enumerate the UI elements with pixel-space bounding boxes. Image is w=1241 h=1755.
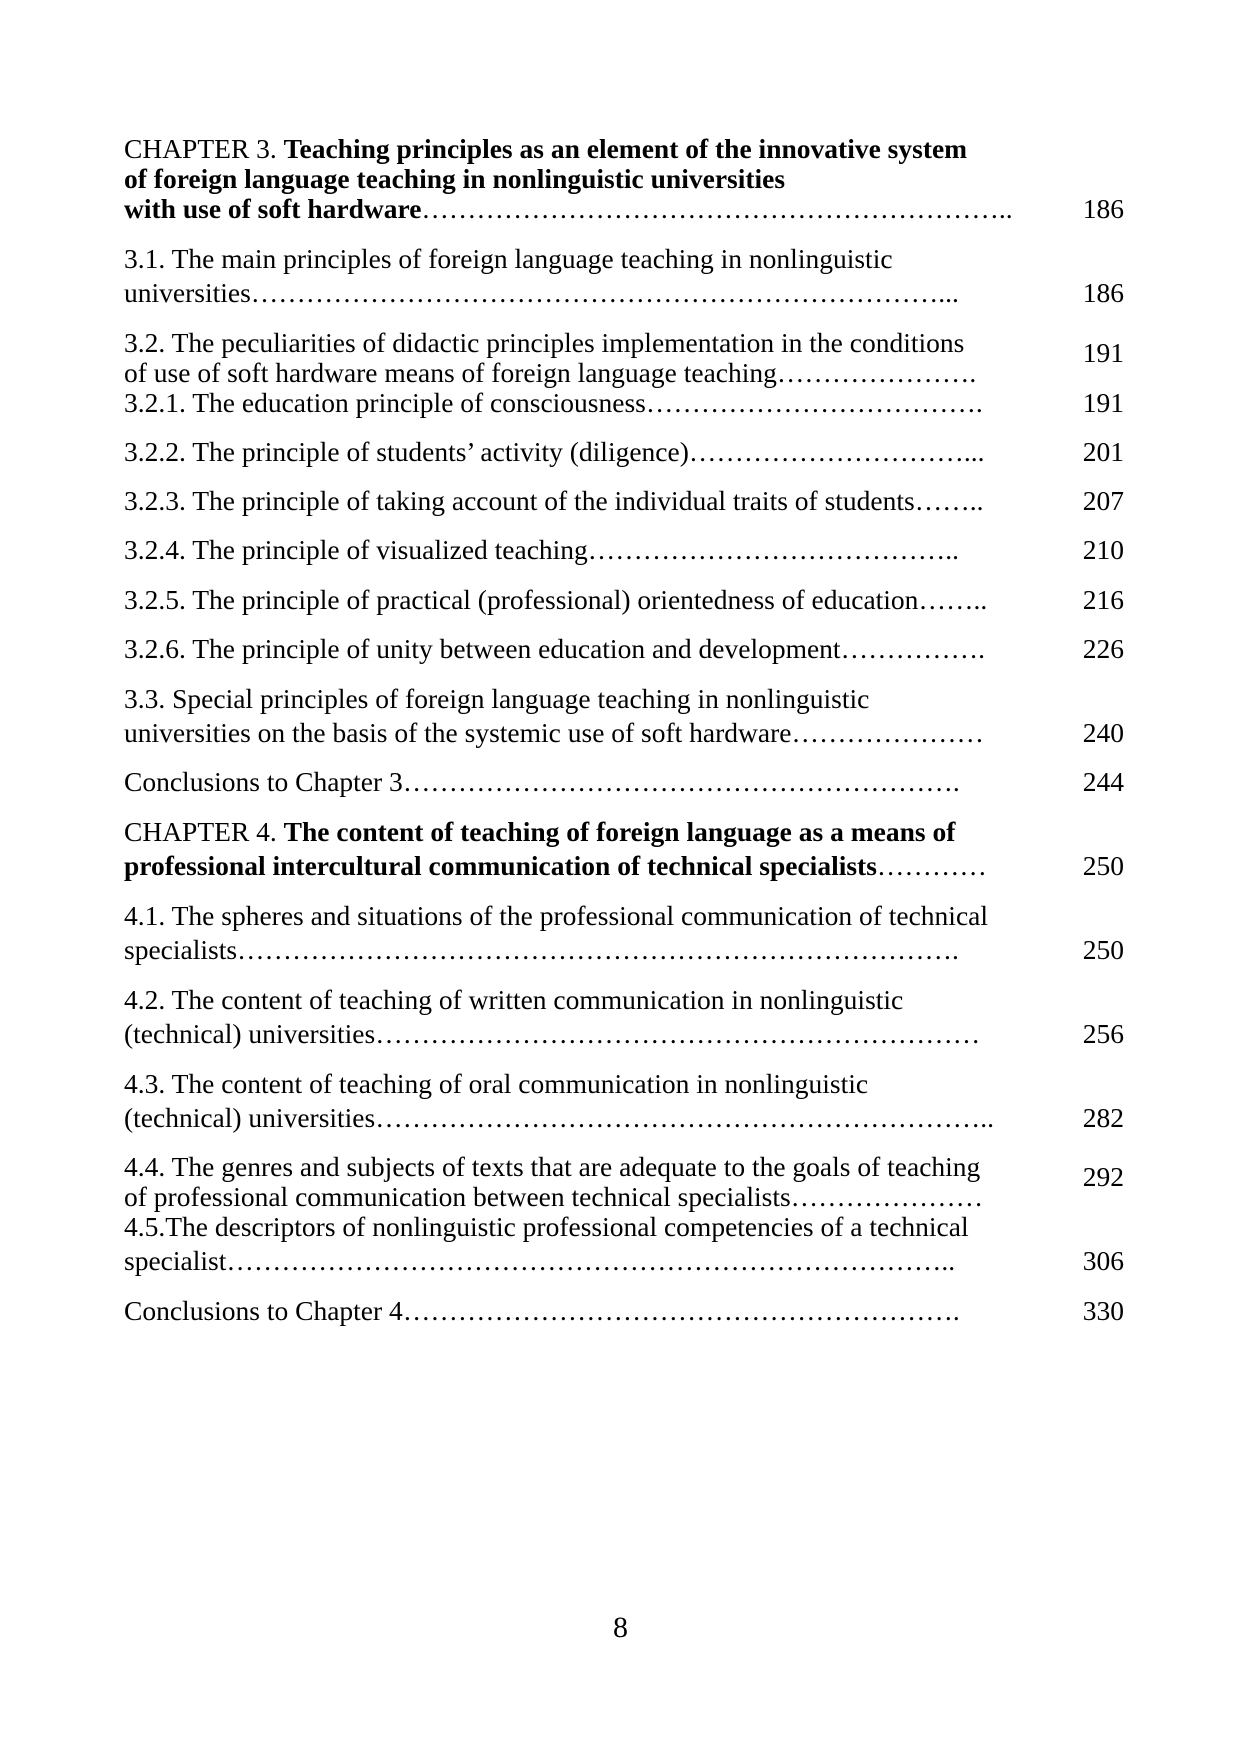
toc-entry-line [124,1180,983,1214]
toc-leader-dots: ………………………………………………………… [375,1018,981,1049]
toc-page-number: 226 [1082,633,1124,664]
toc-page-number: 207 [1082,485,1124,516]
toc-entry-line [124,435,985,469]
toc-entry-line [124,716,984,750]
toc-leader-dots: ………………………………………………………….. [375,1102,994,1133]
toc-leader-dots: …….. [918,584,988,615]
toc-entry-line [124,1210,969,1244]
toc-leader-dots: ……………. [840,633,985,664]
toc-leader-dots: ……………………………………………………………………. [237,934,959,965]
toc-entry-text: specialists [124,934,238,965]
toc-leader-dots: ………………… [790,1181,984,1212]
toc-entry-text: Conclusions to Chapter 4 [124,1295,403,1326]
toc-leader-dots: …….. [914,485,984,516]
toc-leader-dots: ………………………………. [645,387,983,418]
toc-page-number: 250 [1082,934,1124,965]
toc-leader-dots: ………… [876,850,987,881]
toc-entry-text: 4.2. The content of teaching of written communication in nonlinguistic [124,984,904,1015]
toc-entry-title-bold: Teaching principles as an element of the innovative system [283,133,968,164]
page-number: 8 [613,1611,628,1644]
toc-entry-line [124,484,983,518]
toc-page-number: 282 [1082,1102,1124,1133]
toc-entry-line [124,632,985,666]
toc-page-number: 216 [1082,584,1124,615]
toc-entry-line [124,583,987,617]
toc-entry-line [124,1294,960,1328]
toc-entry-line [124,356,976,390]
toc-entry-text: (technical) universities [124,1018,376,1049]
toc-page-number: 191 [1082,387,1124,418]
toc-entry-line [124,983,903,1017]
toc-leader-dots: …………………. [776,357,977,388]
toc-entry-text: CHAPTER 3. [124,133,284,164]
toc-page-number: 306 [1082,1245,1124,1276]
toc-entry-line [124,276,959,310]
toc-entry-text: 3.2.3. The principle of taking account of the individual traits of students [124,485,915,516]
toc-entry-line [124,899,988,933]
toc-page-number: 250 [1082,850,1124,881]
toc-page-number: 256 [1082,1018,1124,1049]
toc-entry-line [124,192,1013,226]
toc-page-number: 244 [1082,766,1124,797]
toc-entry-line [124,533,959,567]
toc-entry-line [124,1067,868,1101]
toc-entry-text: 3.2.5. The principle of practical (professional) orientedness of education [124,584,919,615]
toc-leader-dots: …………………………………………………………………... [250,277,959,308]
toc-page-number: 240 [1082,717,1124,748]
toc-leader-dots: ………………………………….. [587,534,960,565]
toc-entry-line [124,162,785,196]
toc-entry-text: 4.4. The genres and subjects of texts that are adequate to the goals of teaching [124,1151,981,1182]
toc-entry-text: 4.3. The content of teaching of oral communication in nonlinguistic [124,1068,869,1099]
toc-entry-line [124,815,955,849]
toc-entry-text: 3.1. The main principles of foreign language teaching in nonlinguistic [124,243,893,274]
toc-entry-line [124,682,869,716]
toc-entry-text: 3.2.6. The principle of unity between education and development [124,633,841,664]
toc-entry-text: 3.3. Special principles of foreign language teaching in nonlinguistic [124,683,870,714]
toc-entry-line [124,933,959,967]
toc-entry-line [124,1244,955,1278]
toc-entry-text: 3.2.1. The education principle of consciousness [124,387,646,418]
toc-page-number: 210 [1082,534,1124,565]
toc-leader-dots: ………………… [791,717,984,748]
toc-entry-title-bold: The content of teaching of foreign language as a means of [283,816,956,847]
toc-leader-dots: …………………………………………………………………….. [226,1245,956,1276]
toc-entry-text: 3.2. The peculiarities of didactic principles implementation in the conditions [124,327,965,358]
table-of-contents [124,0,1124,1755]
toc-page-number: 330 [1082,1295,1124,1326]
toc-entry-line [124,1101,994,1135]
toc-entry-text: Conclusions to Chapter 3 [124,766,403,797]
toc-entry-text: universities on the basis of the systemic use of soft hardware [124,717,792,748]
toc-entry-text: 4.1. The spheres and situations of the professional communication of technical [124,900,988,931]
toc-entry-line [124,1017,980,1051]
toc-entry-line [124,1150,980,1184]
toc-entry-text: CHAPTER 4. [124,816,284,847]
toc-page-number: 292 [1082,1161,1124,1192]
toc-page-number: 186 [1082,277,1124,308]
toc-page-number: 201 [1082,436,1124,467]
toc-entry-text: (technical) universities [124,1102,376,1133]
toc-entry-line [124,132,967,166]
toc-entry-text: 4.5.The descriptors of nonlinguistic professional competencies of a technical [124,1211,969,1242]
toc-entry-title-bold: of foreign language teaching in nonlinguistic universities [124,163,786,194]
toc-entry-text: 3.2.2. The principle of students’ activity (diligence) [124,436,689,467]
toc-entry-line [124,849,987,883]
toc-leader-dots: …………………………... [688,436,985,467]
toc-entry-title-bold: with use of soft hardware [124,193,422,224]
toc-entry-line [124,326,964,360]
toc-entry-line [124,765,960,799]
toc-entry-text: universities [124,277,251,308]
toc-leader-dots: ……………………………………………………. [402,766,960,797]
toc-entry-text: of use of soft hardware means of foreign language teaching [124,357,777,388]
toc-leader-dots: ……………………………………………………….. [421,193,1013,224]
toc-entry-text: specialist [124,1245,227,1276]
toc-entry-text: of professional communication between technical specialists [124,1181,791,1212]
toc-entry-line [124,242,893,276]
toc-page-number: 186 [1082,193,1124,224]
toc-entry-title-bold: professional intercultural communication of technical specialists [124,850,877,881]
toc-page-number: 191 [1082,337,1124,368]
toc-leader-dots: ……………………………………………………. [402,1295,960,1326]
toc-entry-line [124,386,983,420]
toc-entry-text: 3.2.4. The principle of visualized teaching [124,534,588,565]
